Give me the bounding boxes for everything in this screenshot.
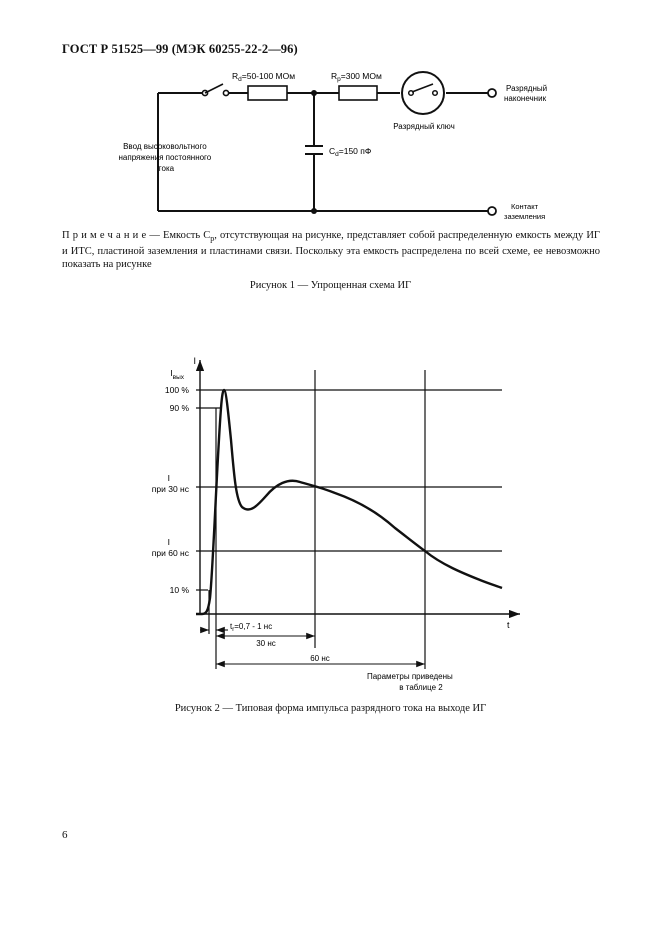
resistor-rp xyxy=(339,86,377,100)
input-voltage-label: Ввод высоковольтного напряжения постоянного тока xyxy=(118,142,212,173)
ground-terminal xyxy=(488,207,496,215)
y-axis-label: I xyxy=(193,356,196,366)
tick-i30-bottom: при 30 нс xyxy=(151,484,189,494)
dim-30-label: 30 нс xyxy=(256,639,276,648)
tick-i30-top: I xyxy=(167,473,170,483)
note-lead: Примечание xyxy=(62,230,150,241)
rd-label: $R_d=50-100$ МОм xyxy=(232,71,296,83)
tick-10: 10 % xyxy=(169,585,189,595)
y-peak-label: $I_{вых}$ xyxy=(170,368,184,381)
pulse-curve xyxy=(196,390,502,614)
tick-90: 90 % xyxy=(169,403,189,413)
params-note: Параметры приведены в таблице 2 xyxy=(366,672,453,692)
cd-label: $C_d=150$ пФ xyxy=(329,146,372,158)
pulse-waveform-chart xyxy=(0,340,661,700)
document-header: ГОСТ Р 51525—99 (МЭК 60255-22-2—96) xyxy=(62,42,298,56)
tick-100: 100 % xyxy=(164,385,189,395)
dim-60-label: 60 нс xyxy=(310,654,330,663)
switch-contact-right xyxy=(223,90,228,95)
figure-note: Примечание— Емкость $С_р$, отсутствующая на рисунке, представляет собой распределенную емкость между ИГ и ИТС, пластиной заземления и пластинами связи. Поскольку эта емкость распределена по всей схеме, ее невозможно показать на рисунке xyxy=(62,230,600,271)
page-number: 6 xyxy=(62,829,68,841)
tick-i60-top: I xyxy=(167,537,170,547)
rp-label: $R_p=300$ МОм xyxy=(331,71,382,83)
circuit-diagram xyxy=(0,0,661,236)
rise-time-label: $t_r=0,7 - 1$ нс xyxy=(230,622,273,633)
tip-label: Разрядный наконечник xyxy=(504,84,548,103)
x-axis-label: t xyxy=(507,620,510,630)
ground-label: Контакт заземления xyxy=(504,202,546,221)
junction-top xyxy=(311,90,317,96)
junction-bottom xyxy=(311,208,317,214)
resistor-rd xyxy=(248,86,287,100)
tip-terminal xyxy=(488,89,496,97)
figure1-caption: Рисунок 1 — Упрощенная схема ИГ xyxy=(249,280,412,291)
discharge-switch-label: Разрядный ключ xyxy=(393,122,455,131)
tick-i60-bottom: при 60 нс xyxy=(151,548,189,558)
figure2-caption: Рисунок 2 — Типовая форма импульса разрядного тока на выходе ИГ xyxy=(174,703,487,714)
